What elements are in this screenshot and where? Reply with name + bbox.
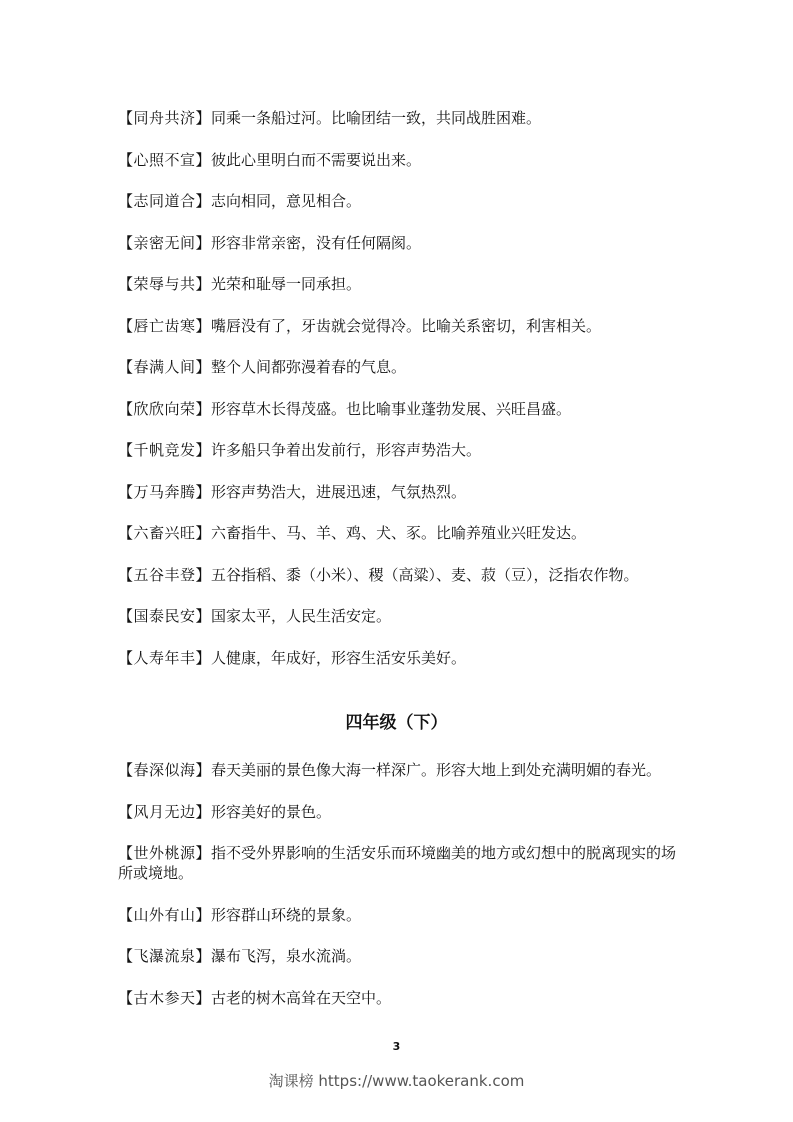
idiom-definition: 形容美好的景色。 bbox=[211, 802, 332, 821]
idiom-term: 【千帆竞发】 bbox=[118, 441, 212, 459]
idiom-entry bbox=[118, 357, 678, 377]
idiom-definition: 人健康，年成好，形容生活安乐美好。 bbox=[211, 648, 467, 667]
idiom-entry bbox=[118, 191, 678, 211]
idiom-definition: 形容群山环绕的景象。 bbox=[211, 905, 362, 924]
idiom-definition: 同乘一条船过河。比喻团结一致，共同战胜困难。 bbox=[211, 109, 542, 127]
idiom-entry bbox=[118, 946, 678, 966]
idiom-definition: 六畜指牛、马、羊、鸡、犬、豕。比喻养殖业兴旺发达。 bbox=[211, 524, 587, 542]
idiom-definition: 整个人间都弥漫着春的气息。 bbox=[211, 358, 407, 376]
idiom-entry bbox=[118, 274, 678, 294]
idiom-term: 【荣辱与共】 bbox=[118, 275, 212, 293]
idiom-entry bbox=[118, 648, 678, 668]
idiom-entry bbox=[118, 316, 678, 336]
watermark-text: 淘课榜 https://www.taokerank.com bbox=[268, 1072, 525, 1090]
idiom-definition: 彼此心里明白而不需要说出来。 bbox=[211, 150, 422, 169]
idiom-entry bbox=[118, 565, 678, 585]
idiom-term: 【春深似海】 bbox=[118, 761, 212, 779]
idiom-term: 【欣欣向荣】 bbox=[118, 399, 212, 418]
idiom-definition: 形容非常亲密，没有任何隔阂。 bbox=[211, 233, 422, 252]
idiom-entry bbox=[118, 150, 678, 170]
idiom-term: 【古木参天】 bbox=[118, 988, 212, 1007]
idiom-definition: 志向相同，意见相合。 bbox=[211, 192, 362, 210]
idiom-term: 【五谷丰登】 bbox=[118, 565, 212, 584]
idiom-definition: 光荣和耻辱一同承担。 bbox=[211, 275, 362, 293]
idiom-entry bbox=[118, 523, 678, 543]
idiom-definition: 形容草木长得茂盛。也比喻事业蓬勃发展、兴旺昌盛。 bbox=[211, 399, 572, 418]
idiom-entry bbox=[118, 843, 678, 883]
idiom-entry bbox=[118, 905, 678, 925]
idiom-definition: 五谷指稻、黍（小米）、稷（高粱）、麦、菽（豆），泛指农作物。 bbox=[211, 565, 639, 584]
idiom-term: 【飞瀑流泉】 bbox=[118, 947, 212, 965]
idiom-definition: 形容声势浩大，进展迅速，气氛热烈。 bbox=[211, 482, 467, 501]
idiom-entry bbox=[118, 606, 678, 626]
idiom-entry bbox=[118, 233, 678, 253]
idiom-entry bbox=[118, 802, 678, 822]
idiom-term: 【心照不宣】 bbox=[118, 150, 212, 169]
idiom-term: 【万马奔腾】 bbox=[118, 482, 212, 501]
idiom-term: 【同舟共济】 bbox=[118, 109, 212, 127]
idiom-entry bbox=[118, 399, 678, 419]
idiom-term: 【国泰民安】 bbox=[118, 607, 212, 625]
idiom-term: 【世外桃源】 bbox=[118, 844, 212, 862]
idiom-entry bbox=[118, 108, 678, 128]
idiom-definition: 春天美丽的景色像大海一样深广。形容大地上到处充满明媚的春光。 bbox=[211, 761, 662, 779]
idiom-definition: 古老的树木高耸在天空中。 bbox=[211, 988, 392, 1007]
idiom-definition: 指不受外界影响的生活安乐而环境幽美的地方或幻想中的脱离现实的场所或境地。 bbox=[118, 844, 677, 882]
idiom-list-section-1 bbox=[118, 108, 678, 689]
idiom-list-section-2 bbox=[118, 760, 678, 1029]
idiom-definition: 国家太平，人民生活安定。 bbox=[211, 607, 392, 625]
section-title: 四年级（下） bbox=[345, 713, 448, 733]
idiom-term: 【人寿年丰】 bbox=[118, 648, 212, 667]
idiom-entry bbox=[118, 988, 678, 1008]
idiom-entry bbox=[118, 440, 678, 460]
page-number: 3 bbox=[392, 1040, 401, 1053]
idiom-term: 【山外有山】 bbox=[118, 905, 212, 924]
idiom-definition: 嘴唇没有了，牙齿就会觉得冷。比喻关系密切，利害相关。 bbox=[211, 316, 602, 335]
idiom-term: 【六畜兴旺】 bbox=[118, 524, 212, 542]
idiom-term: 【春满人间】 bbox=[118, 358, 212, 376]
idiom-entry bbox=[118, 760, 678, 780]
idiom-entry bbox=[118, 482, 678, 502]
idiom-term: 【唇亡齿寒】 bbox=[118, 316, 212, 335]
idiom-term: 【亲密无间】 bbox=[118, 233, 212, 252]
idiom-definition: 许多船只争着出发前行，形容声势浩大。 bbox=[211, 441, 482, 459]
idiom-term: 【志同道合】 bbox=[118, 192, 212, 210]
idiom-term: 【风月无边】 bbox=[118, 802, 212, 821]
idiom-definition: 瀑布飞泻，泉水流淌。 bbox=[211, 947, 362, 965]
